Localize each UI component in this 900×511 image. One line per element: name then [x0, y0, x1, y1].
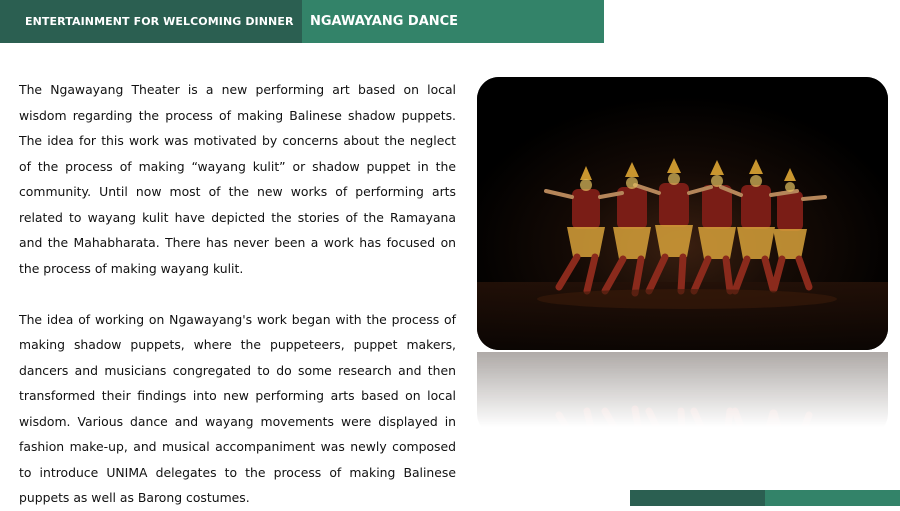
dance-photo [477, 77, 888, 350]
body-text [19, 77, 456, 511]
paragraph-2: The idea of working on Ngawayang's work began with the process of making shadow puppets, where the puppeteers, puppet makers, dancers and musicians congregated to do some research and then transformed their findings into new performing arts based on local wisdom. Various dance and wayang movements were displayed in fashion make-up, and musical accompaniment was newly composed to introduce UNIMA delegates to the process of making Balinese puppets as well as Barong costumes. [19, 311, 456, 505]
footer-bar-light [765, 490, 900, 506]
page-title: NGAWAYANG DANCE [302, 0, 604, 43]
footer-bar-dark [630, 490, 765, 506]
photo-reflection [477, 352, 888, 436]
section-label: ENTERTAINMENT FOR WELCOMING DINNER [0, 0, 302, 43]
paragraph-1: The Ngawayang Theater is a new performing art based on local wisdom regarding the process of making Balinese shadow puppets. The idea for this work was motivated by concerns about the neglect of the process of making “wayang kulit” or shadow puppet in the community. Until now most of the new works of performing arts related to wayang kulit have depicted the stories of the Ramayana and the Mahabharata. There has never been a work has focused on the process of making wayang kulit. [19, 82, 456, 276]
